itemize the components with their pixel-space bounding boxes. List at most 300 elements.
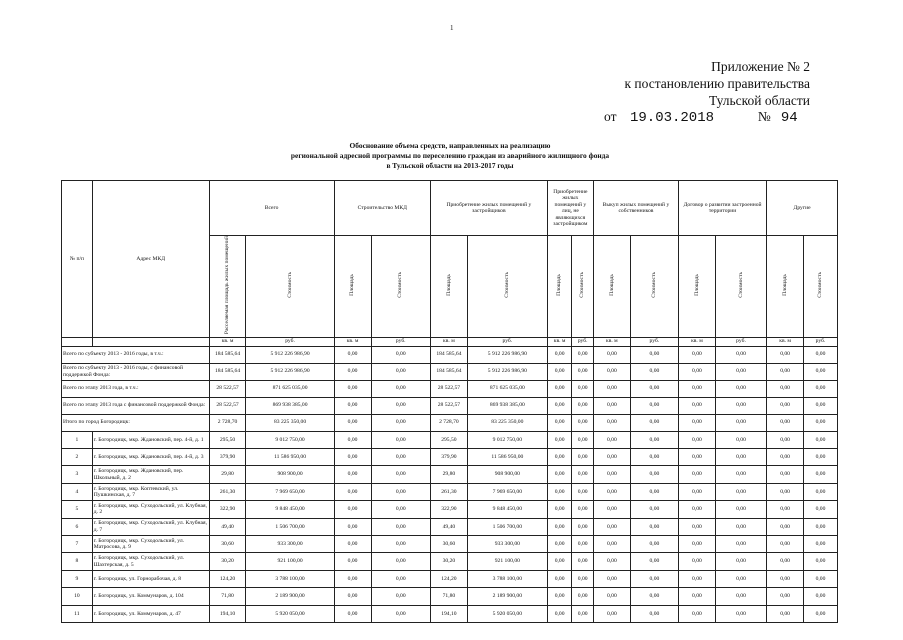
summary-row xyxy=(62,397,838,414)
row-value: 322,90 xyxy=(209,501,246,518)
row-value: 0,00 xyxy=(630,431,678,448)
decree-date-line xyxy=(604,109,798,126)
from-label: от xyxy=(604,109,617,124)
units-row xyxy=(62,337,838,346)
row-value: 0,00 xyxy=(371,449,430,466)
row-value: 0,00 xyxy=(715,588,766,605)
row-value: 9 012 750,00 xyxy=(467,431,547,448)
summary-value: 2 728,70 xyxy=(209,414,246,431)
row-value: 908 900,00 xyxy=(246,466,334,483)
summary-value: 0,00 xyxy=(572,380,594,397)
row-value: 0,00 xyxy=(371,588,430,605)
summary-value: 869 938 385,00 xyxy=(467,397,547,414)
row-address: г. Богородицк, мкр. Суходольский, ул. Матросова, д. 9 xyxy=(92,536,209,553)
row-value: 30,60 xyxy=(430,536,467,553)
row-value: 0,00 xyxy=(678,431,715,448)
row-value: 0,00 xyxy=(678,449,715,466)
row-value: 0,00 xyxy=(715,570,766,587)
row-value: 71,80 xyxy=(430,588,467,605)
row-value: 29,80 xyxy=(209,466,246,483)
row-value: 908 900,00 xyxy=(467,466,547,483)
row-number: 9 xyxy=(62,570,93,587)
summary-value: 184 585,64 xyxy=(209,346,246,363)
header-address: Адрес МКД xyxy=(92,181,209,338)
summary-value: 0,00 xyxy=(630,380,678,397)
summary-value: 28 522,57 xyxy=(209,380,246,397)
row-value: 0,00 xyxy=(547,588,572,605)
row-value: 0,00 xyxy=(572,466,594,483)
row-value: 0,00 xyxy=(334,466,371,483)
table-row xyxy=(62,466,838,483)
row-address: г. Богородицк, ул. Горнорабочая, д. 8 xyxy=(92,570,209,587)
row-value: 0,00 xyxy=(715,536,766,553)
row-value: 261,30 xyxy=(430,483,467,500)
row-value: 5 920 050,00 xyxy=(246,605,334,622)
summary-value: 0,00 xyxy=(572,363,594,380)
row-value: 0,00 xyxy=(572,553,594,570)
row-value: 0,00 xyxy=(630,536,678,553)
row-value: 0,00 xyxy=(371,536,430,553)
summary-value: 0,00 xyxy=(804,414,838,431)
row-address: г. Богородицк, ул. Коммунаров, д. 104 xyxy=(92,588,209,605)
row-value: 0,00 xyxy=(593,570,630,587)
summary-row xyxy=(62,380,838,397)
row-value: 295,50 xyxy=(430,431,467,448)
unit-area: кв. м xyxy=(547,337,572,346)
row-value: 11 586 950,00 xyxy=(246,449,334,466)
summary-value: 0,00 xyxy=(371,397,430,414)
row-value: 0,00 xyxy=(678,553,715,570)
title-line-2: региональной адресной программы по переселению граждан из аварийного жилищного фонда xyxy=(290,151,610,160)
summary-value: 0,00 xyxy=(547,346,572,363)
summary-value: 0,00 xyxy=(334,380,371,397)
table-row xyxy=(62,483,838,500)
appendix-block xyxy=(560,58,810,109)
row-value: 0,00 xyxy=(767,536,804,553)
row-value: 124,20 xyxy=(209,570,246,587)
row-value: 7 969 650,00 xyxy=(467,483,547,500)
row-value: 0,00 xyxy=(804,553,838,570)
table-row xyxy=(62,605,838,622)
row-value: 0,00 xyxy=(767,501,804,518)
header-total: Всего xyxy=(209,181,334,236)
summary-value: 0,00 xyxy=(715,346,766,363)
row-value: 0,00 xyxy=(334,605,371,622)
row-value: 379,90 xyxy=(209,449,246,466)
table-row xyxy=(62,588,838,605)
summary-value: 0,00 xyxy=(334,414,371,431)
summary-value: 184 585,64 xyxy=(430,346,467,363)
summary-value: 184 585,64 xyxy=(209,363,246,380)
summary-value: 0,00 xyxy=(371,380,430,397)
summary-value: 28 522,57 xyxy=(430,380,467,397)
row-value: 0,00 xyxy=(715,553,766,570)
row-value: 0,00 xyxy=(593,518,630,535)
summary-label: Всего по субъекту 2013 - 2016 годы, в т.ч.: xyxy=(62,346,210,363)
row-value: 295,50 xyxy=(209,431,246,448)
summary-value: 0,00 xyxy=(630,363,678,380)
unit-cost: руб. xyxy=(630,337,678,346)
row-number: 2 xyxy=(62,449,93,466)
row-value: 0,00 xyxy=(804,466,838,483)
row-number: 8 xyxy=(62,553,93,570)
summary-value: 0,00 xyxy=(371,414,430,431)
table-row xyxy=(62,501,838,518)
subheader-cost: Стоимость xyxy=(371,236,430,338)
row-value: 30,20 xyxy=(430,553,467,570)
summary-value: 2 728,70 xyxy=(430,414,467,431)
row-value: 0,00 xyxy=(593,536,630,553)
summary-value: 0,00 xyxy=(678,346,715,363)
summary-value: 0,00 xyxy=(593,380,630,397)
row-value: 322,90 xyxy=(430,501,467,518)
row-value: 0,00 xyxy=(804,536,838,553)
subheader-area: Площадь xyxy=(678,236,715,338)
summary-value: 0,00 xyxy=(630,346,678,363)
row-number: 7 xyxy=(62,536,93,553)
row-value: 0,00 xyxy=(572,449,594,466)
summary-value: 0,00 xyxy=(804,380,838,397)
row-value: 0,00 xyxy=(572,570,594,587)
unit-area: кв. м xyxy=(767,337,804,346)
summary-value: 869 938 385,00 xyxy=(246,397,334,414)
row-value: 0,00 xyxy=(678,588,715,605)
row-value: 0,00 xyxy=(593,501,630,518)
row-value: 0,00 xyxy=(767,449,804,466)
row-value: 0,00 xyxy=(572,605,594,622)
appendix-decree: к постановлению правительства xyxy=(624,76,810,91)
row-value: 49,40 xyxy=(209,518,246,535)
row-number: 5 xyxy=(62,501,93,518)
row-value: 2 189 900,00 xyxy=(246,588,334,605)
subheader-cost: Стоимость xyxy=(246,236,334,338)
row-value: 0,00 xyxy=(547,518,572,535)
summary-value: 0,00 xyxy=(767,397,804,414)
summary-value: 0,00 xyxy=(547,380,572,397)
decree-number: 94 xyxy=(780,110,798,126)
row-value: 0,00 xyxy=(678,536,715,553)
unit-area: кв. м xyxy=(430,337,467,346)
summary-value: 871 625 035,00 xyxy=(467,380,547,397)
row-address: г. Богородицк, мкр. Суходольский, ул. Шахтерская, д. 5 xyxy=(92,553,209,570)
row-value: 0,00 xyxy=(715,449,766,466)
row-value: 0,00 xyxy=(630,588,678,605)
summary-value: 0,00 xyxy=(334,346,371,363)
row-value: 0,00 xyxy=(334,570,371,587)
summary-value: 83 225 350,00 xyxy=(246,414,334,431)
unit-area: кв. м xyxy=(593,337,630,346)
row-value: 0,00 xyxy=(767,588,804,605)
row-value: 0,00 xyxy=(334,431,371,448)
unit-cost: руб. xyxy=(467,337,547,346)
subheader-area: Площадь xyxy=(334,236,371,338)
row-value: 0,00 xyxy=(767,570,804,587)
summary-value: 0,00 xyxy=(334,397,371,414)
row-address: г. Богородицк, мкр. Ждановский, пер. 4-й, д. 1 xyxy=(92,431,209,448)
row-value: 0,00 xyxy=(572,536,594,553)
row-value: 0,00 xyxy=(547,483,572,500)
row-value: 3 788 100,00 xyxy=(467,570,547,587)
title-line-1: Обоснование объема средств, направленных на реализацию xyxy=(349,141,551,150)
row-address: г. Богородицк, мкр. Суходольский, ул. Клубная, д. 7 xyxy=(92,518,209,535)
row-value: 0,00 xyxy=(678,466,715,483)
row-value: 0,00 xyxy=(804,501,838,518)
row-value: 5 920 050,00 xyxy=(467,605,547,622)
summary-value: 5 912 226 986,90 xyxy=(246,346,334,363)
subheader-area: Площадь xyxy=(430,236,467,338)
row-value: 30,20 xyxy=(209,553,246,570)
row-value: 0,00 xyxy=(572,518,594,535)
summary-value: 0,00 xyxy=(630,414,678,431)
row-value: 30,60 xyxy=(209,536,246,553)
row-value: 0,00 xyxy=(593,588,630,605)
row-value: 0,00 xyxy=(630,483,678,500)
summary-value: 5 912 226 986,90 xyxy=(467,363,547,380)
row-value: 921 100,00 xyxy=(467,553,547,570)
summary-value: 0,00 xyxy=(678,363,715,380)
summary-value: 0,00 xyxy=(767,346,804,363)
row-address: г. Богородицк, мкр. Суходольский, ул. Клубная, д. 2 xyxy=(92,501,209,518)
row-value: 1 506 700,00 xyxy=(467,518,547,535)
summary-row xyxy=(62,346,838,363)
row-value: 0,00 xyxy=(572,501,594,518)
summary-row xyxy=(62,414,838,431)
row-value: 0,00 xyxy=(767,605,804,622)
summary-value: 0,00 xyxy=(678,380,715,397)
row-value: 0,00 xyxy=(678,483,715,500)
row-value: 3 788 100,00 xyxy=(246,570,334,587)
decree-date: 19.03.2018 xyxy=(629,110,714,126)
row-number: 3 xyxy=(62,466,93,483)
row-value: 7 969 650,00 xyxy=(246,483,334,500)
row-value: 0,00 xyxy=(371,466,430,483)
row-value: 0,00 xyxy=(715,605,766,622)
table-row xyxy=(62,570,838,587)
row-value: 11 586 950,00 xyxy=(467,449,547,466)
unit-cost: руб. xyxy=(246,337,334,346)
row-value: 0,00 xyxy=(572,483,594,500)
row-value: 0,00 xyxy=(371,570,430,587)
summary-value: 5 912 226 986,90 xyxy=(246,363,334,380)
unit-area: кв. м xyxy=(334,337,371,346)
summary-value: 0,00 xyxy=(371,363,430,380)
row-value: 124,20 xyxy=(430,570,467,587)
summary-value: 0,00 xyxy=(767,380,804,397)
row-value: 0,00 xyxy=(678,518,715,535)
subheader-cost: Стоимость xyxy=(630,236,678,338)
row-value: 0,00 xyxy=(593,466,630,483)
summary-value: 0,00 xyxy=(678,414,715,431)
summary-row xyxy=(62,363,838,380)
summary-value: 0,00 xyxy=(547,397,572,414)
row-value: 0,00 xyxy=(804,431,838,448)
row-number: 11 xyxy=(62,605,93,622)
header-purchase-others: Приобретение жилых помещений у лиц, не являющихся застройщиком xyxy=(547,181,593,236)
header-num: № п/п xyxy=(62,181,93,338)
row-value: 0,00 xyxy=(593,431,630,448)
row-value: 0,00 xyxy=(715,518,766,535)
table-row xyxy=(62,449,838,466)
title-line-3: в Тульской области на 2013-2017 годы xyxy=(386,161,514,170)
summary-value: 0,00 xyxy=(572,397,594,414)
summary-value: 0,00 xyxy=(715,380,766,397)
row-value: 0,00 xyxy=(630,501,678,518)
row-value: 0,00 xyxy=(767,466,804,483)
row-value: 0,00 xyxy=(547,501,572,518)
row-value: 0,00 xyxy=(334,536,371,553)
row-value: 933 300,00 xyxy=(467,536,547,553)
row-value: 0,00 xyxy=(767,518,804,535)
funding-table xyxy=(61,180,838,623)
row-value: 261,30 xyxy=(209,483,246,500)
summary-value: 184 585,64 xyxy=(430,363,467,380)
summary-value: 0,00 xyxy=(715,414,766,431)
row-value: 0,00 xyxy=(334,501,371,518)
header-development-contract: Договор о развитии застроенной территории xyxy=(678,181,766,236)
summary-value: 0,00 xyxy=(715,397,766,414)
row-value: 0,00 xyxy=(334,518,371,535)
unit-cost: руб. xyxy=(371,337,430,346)
summary-value: 0,00 xyxy=(547,414,572,431)
row-address: г. Богородицк, мкр. Коптевский, ул. Пушкинская, д. 7 xyxy=(92,483,209,500)
summary-label: Итого по город Богородицк: xyxy=(62,414,210,431)
summary-label: Всего по этапу 2013 года, в т.ч.: xyxy=(62,380,210,397)
summary-value: 0,00 xyxy=(593,363,630,380)
summary-value: 0,00 xyxy=(593,346,630,363)
table-row xyxy=(62,536,838,553)
row-value: 0,00 xyxy=(678,570,715,587)
row-value: 71,80 xyxy=(209,588,246,605)
row-value: 0,00 xyxy=(804,483,838,500)
row-value: 0,00 xyxy=(767,483,804,500)
row-value: 0,00 xyxy=(678,501,715,518)
summary-value: 28 522,57 xyxy=(209,397,246,414)
row-value: 0,00 xyxy=(767,553,804,570)
summary-value: 83 225 350,00 xyxy=(467,414,547,431)
row-value: 0,00 xyxy=(371,483,430,500)
header-other: Другие xyxy=(767,181,838,236)
summary-value: 28 522,57 xyxy=(430,397,467,414)
row-value: 0,00 xyxy=(547,536,572,553)
row-value: 49,40 xyxy=(430,518,467,535)
appendix-region: Тульской области xyxy=(709,93,810,108)
row-value: 0,00 xyxy=(572,588,594,605)
row-value: 0,00 xyxy=(593,605,630,622)
row-value: 379,90 xyxy=(430,449,467,466)
subheader-cost: Стоимость xyxy=(572,236,594,338)
row-value: 933 300,00 xyxy=(246,536,334,553)
row-number: 10 xyxy=(62,588,93,605)
summary-value: 0,00 xyxy=(678,397,715,414)
row-address: г. Богородицк, ул. Коммунаров, д. 47 xyxy=(92,605,209,622)
summary-value: 0,00 xyxy=(371,346,430,363)
row-value: 0,00 xyxy=(804,570,838,587)
row-value: 0,00 xyxy=(715,483,766,500)
row-value: 0,00 xyxy=(767,431,804,448)
summary-value: 0,00 xyxy=(804,363,838,380)
row-value: 0,00 xyxy=(371,605,430,622)
summary-value: 871 625 035,00 xyxy=(246,380,334,397)
row-value: 0,00 xyxy=(334,483,371,500)
document-title xyxy=(270,141,630,171)
row-value: 0,00 xyxy=(630,449,678,466)
summary-value: 5 912 226 986,90 xyxy=(467,346,547,363)
row-value: 1 506 700,00 xyxy=(246,518,334,535)
row-value: 0,00 xyxy=(593,483,630,500)
row-value: 0,00 xyxy=(572,431,594,448)
row-value: 0,00 xyxy=(715,501,766,518)
row-value: 0,00 xyxy=(547,553,572,570)
summary-value: 0,00 xyxy=(767,363,804,380)
summary-value: 0,00 xyxy=(630,397,678,414)
row-value: 0,00 xyxy=(715,466,766,483)
row-value: 0,00 xyxy=(334,588,371,605)
row-value: 29,80 xyxy=(430,466,467,483)
row-value: 0,00 xyxy=(547,466,572,483)
row-value: 2 189 900,00 xyxy=(467,588,547,605)
row-value: 9 012 750,00 xyxy=(246,431,334,448)
row-value: 194,10 xyxy=(209,605,246,622)
row-value: 0,00 xyxy=(593,449,630,466)
unit-area: кв. м xyxy=(678,337,715,346)
row-value: 0,00 xyxy=(334,449,371,466)
page-number: 1 xyxy=(450,24,454,32)
unit-area: кв. м xyxy=(209,337,246,346)
unit-empty xyxy=(62,337,93,346)
summary-label: Всего по субъекту 2013 - 2016 годы, с финансовой поддержкой Фонда: xyxy=(62,363,210,380)
subheader-area: Площадь xyxy=(767,236,804,338)
table-row xyxy=(62,518,838,535)
row-value: 0,00 xyxy=(371,501,430,518)
subheader-area-resettled: Расселяемая площадь жилых помещений xyxy=(209,236,246,338)
row-address: г. Богородицк, мкр. Ждановский, пер. Школьный, д. 2 xyxy=(92,466,209,483)
row-value: 0,00 xyxy=(678,605,715,622)
row-value: 0,00 xyxy=(804,449,838,466)
number-label: № xyxy=(757,109,771,124)
row-value: 0,00 xyxy=(547,431,572,448)
summary-value: 0,00 xyxy=(767,414,804,431)
row-value: 0,00 xyxy=(371,518,430,535)
unit-cost: руб. xyxy=(804,337,838,346)
row-value: 0,00 xyxy=(547,449,572,466)
row-value: 0,00 xyxy=(334,553,371,570)
row-number: 1 xyxy=(62,431,93,448)
summary-value: 0,00 xyxy=(547,363,572,380)
row-value: 0,00 xyxy=(804,588,838,605)
row-value: 0,00 xyxy=(593,553,630,570)
row-value: 0,00 xyxy=(630,605,678,622)
row-value: 0,00 xyxy=(630,518,678,535)
row-value: 0,00 xyxy=(547,605,572,622)
table-row xyxy=(62,431,838,448)
subheader-area: Площадь xyxy=(593,236,630,338)
row-value: 9 848 450,00 xyxy=(246,501,334,518)
header-construction: Строительство МКД xyxy=(334,181,430,236)
row-value: 921 100,00 xyxy=(246,553,334,570)
row-value: 0,00 xyxy=(804,605,838,622)
summary-value: 0,00 xyxy=(593,414,630,431)
row-address: г. Богородицк, мкр. Ждановский, пер. 4-й, д. 3 xyxy=(92,449,209,466)
appendix-title: Приложение № 2 xyxy=(711,59,810,74)
row-value: 0,00 xyxy=(371,553,430,570)
unit-empty xyxy=(92,337,209,346)
row-value: 0,00 xyxy=(630,553,678,570)
summary-label: Всего по этапу 2013 года с финансовой поддержкой Фонда: xyxy=(62,397,210,414)
summary-value: 0,00 xyxy=(804,346,838,363)
summary-value: 0,00 xyxy=(715,363,766,380)
row-number: 4 xyxy=(62,483,93,500)
header-buyout: Выкуп жилых помещений у собственников xyxy=(593,181,678,236)
